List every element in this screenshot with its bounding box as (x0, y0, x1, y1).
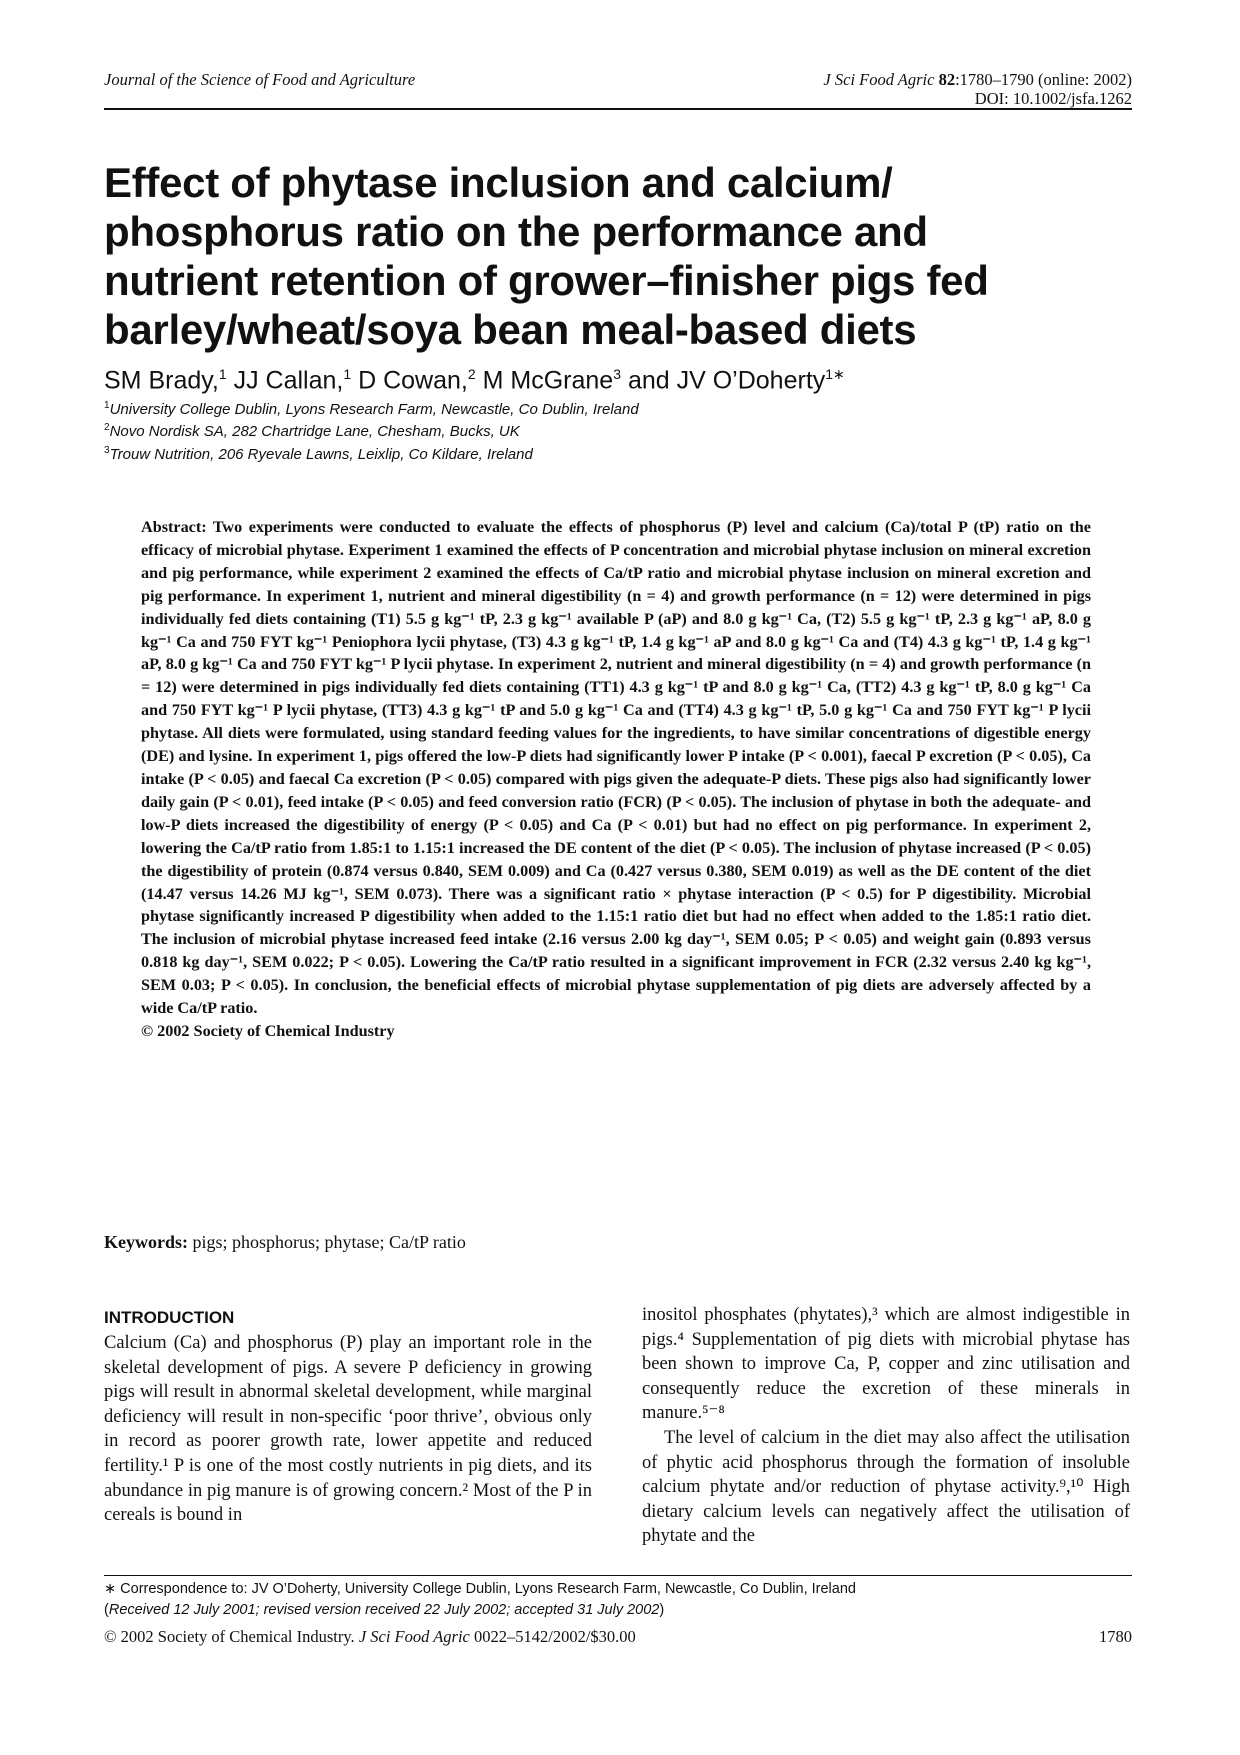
keywords-value: pigs; phosphorus; phytase; Ca/tP ratio (188, 1232, 466, 1252)
abstract (141, 516, 1091, 1043)
footer-copyright (104, 1627, 636, 1647)
section-heading: INTRODUCTION (104, 1308, 235, 1327)
received-footnote: (Received 12 July 2001; revised version received 22 July 2002; accepted 31 July 2002) (104, 1602, 665, 1618)
title-line: nutrient retention of grower–finisher pigs fed (104, 257, 989, 304)
citation-block (823, 70, 1132, 108)
affiliation-text: University College Dublin, Lyons Research Farm, Newcastle, Co Dublin, Ireland (109, 401, 639, 418)
author-affil-sup: 1∗ (825, 366, 845, 382)
paragraph: Calcium (Ca) and phosphorus (P) play an important role in the skeletal development of pigs. A severe P deficiency in growing pigs will result in abnormal skeletal development, while marginal deficiency will result in non-specific ‘poor thrive’, obvious only in record as poorer growth rate, lower appetite and reduced fertility.¹ P is one of the most costly nutrients in pig diets, and its abundance in pig manure is of growing concern.² Most of the P in cereals is bound in (104, 1333, 592, 1526)
author-name: D Cowan, (351, 366, 468, 395)
affiliation (104, 422, 520, 440)
citation-pages: :1780–1790 (online: 2002) (955, 70, 1132, 89)
author-affil-sup: 1 (343, 366, 352, 382)
footnote-rule (104, 1575, 1132, 1576)
correspondence-footnote: ∗ Correspondence to: JV O’Doherty, University College Dublin, Lyons Research Farm, Newcastle, Co Dublin, Ireland (104, 1581, 856, 1597)
citation-line (823, 70, 1132, 89)
footer-copyright-text: © 2002 Society of Chemical Industry. (104, 1627, 359, 1646)
citation-journal: J Sci Food Agric (823, 70, 935, 89)
affiliation-sup: 3 (104, 445, 110, 456)
footer-journal: J Sci Food Agric (358, 1627, 470, 1646)
doi[interactable]: DOI: 10.1002/jsfa.1262 (974, 89, 1132, 108)
keywords (104, 1232, 466, 1253)
article-title (104, 158, 1144, 354)
title-line: Effect of phytase inclusion and calcium/ (104, 159, 893, 206)
affiliation-text: Trouw Nutrition, 206 Ryevale Lawns, Leixlip, Co Kildare, Ireland (109, 446, 533, 463)
affiliation-sup: 2 (104, 422, 110, 433)
page-number: 1780 (1099, 1627, 1132, 1646)
author-name: JJ Callan, (226, 366, 344, 395)
header-rule (104, 108, 1132, 110)
body-column-left (104, 1307, 592, 1528)
title-line: barley/wheat/soya bean meal-based diets (104, 306, 917, 353)
journal-name: Journal of the Science of Food and Agriculture (104, 70, 416, 89)
author-name: SM Brady, (104, 366, 219, 395)
title-line: phosphorus ratio on the performance and (104, 208, 928, 255)
author-name: and JV O’Doherty (621, 366, 826, 395)
author-affil-sup: 2 (467, 366, 476, 382)
abstract-text: Abstract: Two experiments were conducted to evaluate the effects of phosphorus (P) level and calcium (Ca)/total P (tP) ratio on the efficacy of microbial phytase. Experiment 1 examined the effects of P concentration and microbial phytase inclusion on mineral excretion and pig performance, while experiment 2 examined the effects of Ca/tP ratio and microbial phytase inclusion on mineral excretion and pig performance. In experiment 1, nutrient and mineral digestibility (n = 4) and growth performance (n = 12) were determined in pigs individually fed diets containing (T1) 5.5 g kg⁻¹ tP, 2.3 g kg⁻¹ available P (aP) and 8.0 g kg⁻¹ Ca, (T2) 5.5 g kg⁻¹ tP, 2.3 g kg⁻¹ aP, 8.0 g kg⁻¹ Ca and 750 FYT kg⁻¹ Peniophora lycii phytase, (T3) 4.3 g kg⁻¹ tP, 1.4 g kg⁻¹ aP and 8.0 g kg⁻¹ Ca and (T4) 4.3 g kg⁻¹ tP, 1.4 g kg⁻¹ aP, 8.0 g kg⁻¹ Ca and 750 FYT kg⁻¹ P lycii phytase. In experiment 2, nutrient and mineral digestibility (n = 4) and growth performance (n = 12) were determined in pigs individually fed diets containing (TT1) 4.3 g kg⁻¹ tP and 8.0 g kg⁻¹ Ca, (TT2) 4.3 g kg⁻¹ tP, 8.0 g kg⁻¹ Ca and 750 FYT kg⁻¹ P lycii phytase, (TT3) 4.3 g kg⁻¹ tP and 5.0 g kg⁻¹ Ca and (TT4) 4.3 g kg⁻¹ tP, 5.0 g kg⁻¹ Ca and 750 FYT kg⁻¹ P lycii phytase. All diets were formulated, using standard feeding values for the ingredients, to have similar concentrations of digestible energy (DE) and lysine. In experiment 1, pigs offered the low-P diets had significantly lower P intake (P < 0.001), faecal P excretion (P < 0.05), Ca intake (P < 0.05) and faecal Ca excretion (P < 0.05) compared with pigs given the adequate-P diets. These pigs also had significantly lower daily gain (P < 0.01), feed intake (P < 0.05) and feed conversion ratio (FCR) (P < 0.05). The inclusion of phytase in both the adequate- and low-P diets increased the digestibility of energy (P < 0.05) and Ca (P < 0.01) but had no effect on pig performance. In experiment 2, lowering the Ca/tP ratio from 1.85:1 to 1.15:1 increased the DE content of the diet (P < 0.05). The inclusion of phytase increased (P < 0.05) the digestibility of protein (0.874 versus 0.840, SEM 0.009) and Ca (0.427 versus 0.380, SEM 0.019) as well as the DE content of the diet (14.47 versus 14.26 MJ kg⁻¹, SEM 0.073). There was a significant ratio × phytase interaction (P < 0.5) for P digestibility. Microbial phytase significantly increased P digestibility when added to the 1.15:1 ratio diet but had no effect when added to the 1.85:1 ratio diet. The inclusion of microbial phytase increased feed intake (2.16 versus 2.00 kg day⁻¹, SEM 0.05; P < 0.05) and weight gain (0.893 versus 0.818 kg day⁻¹, SEM 0.022; P < 0.05). Lowering the Ca/tP ratio resulted in a significant improvement in FCR (2.32 versus 2.40 kg kg⁻¹, SEM 0.03; P < 0.05). In conclusion, the beneficial effects of microbial phytase supplementation of pig diets are adversely affected by a wide Ca/tP ratio. (141, 518, 1091, 1018)
keywords-label: Keywords: (104, 1232, 188, 1252)
footer-issn: 0022–5142/2002/$30.00 (469, 1627, 636, 1646)
paragraph: inositol phosphates (phytates),³ which are almost indigestible in pigs.⁴ Supplementation of pig diets with microbial phytase has been shown to improve Ca, P, copper and zinc utilisation and consequently reduce the excretion of these minerals in manure.⁵⁻⁸ (642, 1305, 1130, 1424)
author-affil-sup: 1 (218, 366, 227, 382)
body-column-right (642, 1303, 1130, 1549)
author-list (104, 366, 845, 395)
affiliation-sup: 1 (104, 400, 110, 411)
affiliation (104, 445, 533, 463)
affiliation (104, 400, 639, 418)
affiliation-text: Novo Nordisk SA, 282 Chartridge Lane, Chesham, Bucks, UK (109, 423, 520, 440)
citation-volume: 82 (938, 70, 956, 89)
author-name: M McGrane (475, 366, 614, 395)
author-affil-sup: 3 (613, 366, 621, 382)
paragraph: The level of calcium in the diet may also affect the utilisation of phytic acid phosphorus through the formation of insoluble calcium phytate and/or reduction of phytase activity.⁹,¹⁰ High dietary calcium levels can negatively affect the utilisation of phytate and the (642, 1427, 1130, 1547)
received-dates: Received 12 July 2001; revised version received 22 July 2002; accepted 31 July 2002 (108, 1602, 660, 1618)
abstract-copyright: © 2002 Society of Chemical Industry (141, 1021, 395, 1040)
